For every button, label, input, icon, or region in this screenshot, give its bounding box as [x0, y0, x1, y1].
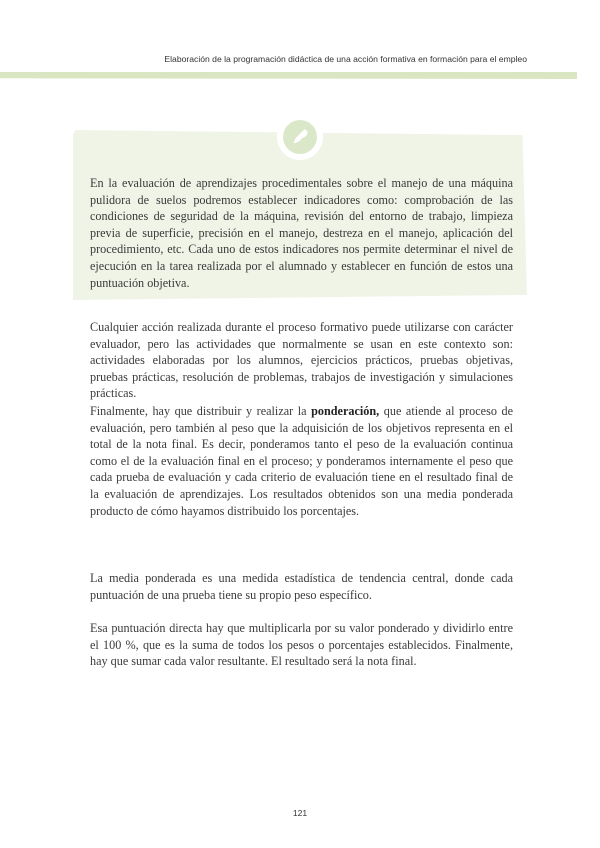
page-number: 121: [292, 808, 308, 818]
paragraph-media-ponderada: La media ponderada es una medida estadística de tendencia central, donde cada puntuación de una prueba tiene su propio peso específico.: [90, 571, 513, 602]
header-divider-bar: [0, 72, 577, 79]
paragraph-ponderacion-rest: que atiende al proceso de evaluación, pero también al peso que la adquisición de los objetivos representa en el total de la nota final. Es decir, ponderamos tanto el peso de la evaluación continua como el de la evaluación final en el proceso; y ponderamos internamente el peso que cada prueba de evaluación y cada criterio de evaluación tiene en el resultado final de la evaluación de aprendizajes. Los resultados obtenidos son una media ponderada producto de cómo hayamos distribuido los porcentajes.: [90, 404, 513, 518]
running-header: Elaboración de la programación didáctica de una acción formativa en formación para el empleo: [164, 54, 527, 64]
paragraph-ponderacion: [90, 403, 513, 519]
paragraph-puntuacion-directa: Esa puntuación directa hay que multiplicarla por su valor ponderado y dividirlo entre el 100 %, que es la suma de todos los pesos o porcentajes establecidos. Finalmente, hay que sumar cada valor resultante. El resultado será la nota final.: [90, 621, 513, 669]
paragraph-evaluation-activities: Cualquier acción realizada durante el proceso formativo puede utilizarse con carácter evaluador, pero las actividades que normalmente se usan en este contexto son: actividades elaboradas por los alumnos, ejercicios prácticos, pruebas objetivas, pruebas prácticas, resolución de problemas, trabajos de investigación y simulaciones prácticas.: [90, 320, 513, 401]
pencil-icon: [283, 120, 317, 154]
term-ponderacion: ponderación,: [311, 404, 380, 418]
paragraph-ponderacion-intro: Finalmente, hay que distribuir y realizar la: [90, 404, 312, 418]
note-box-text: En la evaluación de aprendizajes procedimentales sobre el manejo de una máquina pulidora de suelos podremos establecer indicadores como: comprobación de las condiciones de seguridad de la máquina, revisión del entorno de trabajo, limpieza previa de superficie, precisión en el manejo, destreza en el manejo, aplicación del procedimiento, etc. Cada uno de estos indicadores nos permite determinar el nivel de ejecución en la tarea realizada por el alumnado y establecer en función de estos una puntuación objetiva.: [90, 176, 513, 290]
